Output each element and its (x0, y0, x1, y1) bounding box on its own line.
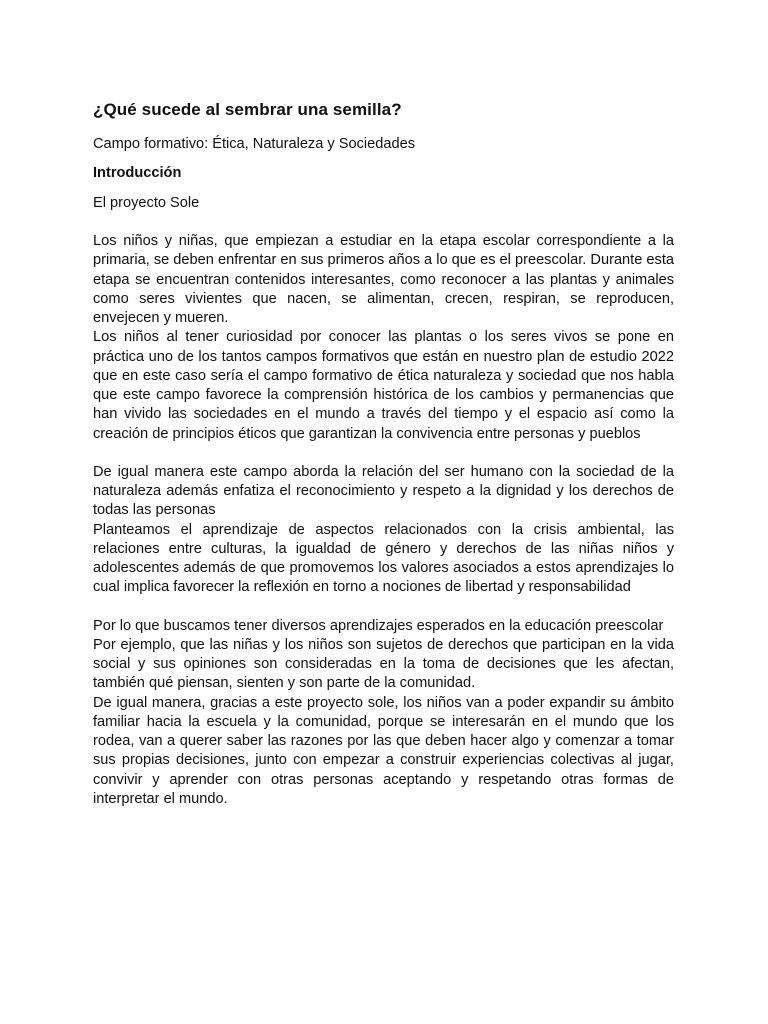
paragraph: Por lo que buscamos tener diversos aprendizajes esperados en la educación preescolar (93, 617, 664, 634)
body-text (93, 232, 674, 809)
paragraph: Planteamos el aprendizaje de aspectos relacionados con la crisis ambiental, las relaciones entre culturas, la igualdad de género y derechos de las niñas niños y adolescentes además de que promovemos los valores asociados a estos aprendizajes lo cual implica favorecer la reflexión en torno a nociones de libertad y responsabilidad (93, 521, 674, 596)
paragraph-spacer (93, 598, 674, 617)
document-title: ¿Qué sucede al sembrar una semilla? (93, 100, 402, 119)
paragraph: De igual manera este campo aborda la relación del ser humano con la sociedad de la naturaleza además enfatiza el reconocimiento y respeto a la dignidad y los derechos de todas las personas (93, 463, 674, 519)
section-heading: Introducción (93, 165, 182, 181)
paragraph-spacer (93, 444, 674, 463)
project-name: El proyecto Sole (93, 195, 200, 211)
paragraph: Por ejemplo, que las niñas y los niños son sujetos de derechos que participan en la vida social y sus opiniones son consideradas en la toma de decisiones que les afectan, también qué piensan, sienten y son parte de la comunidad. (93, 636, 674, 692)
document-subtitle: Campo formativo: Ética, Naturaleza y Sociedades (93, 136, 416, 152)
paragraph: Los niños y niñas, que empiezan a estudiar en la etapa escolar correspondiente a la primaria, se deben enfrentar en sus primeros años a lo que es el preescolar. Durante esta etapa se encuentran contenidos interesantes, como reconocer a las plantas y animales como seres vivientes que nacen, se alimentan, crecen, respiran, se reproducen, envejecen y mueren. (93, 233, 674, 326)
paragraph: Los niños al tener curiosidad por conocer las plantas o los seres vivos se pone en práctica uno de los tantos campos formativos que están en nuestro plan de estudio 2022 que en este caso sería el campo formativo de ética naturaleza y sociedad que nos habla que este campo favorece la comprensión histórica de los cambios y permanencias que han vivido las sociedades en el mundo a través del tiempo y el espacio así como la creación de principios éticos que garantizan la convivencia entre personas y pueblos (93, 329, 674, 442)
paragraph: De igual manera, gracias a este proyecto sole, los niños van a poder expandir su ámbito familiar hacia la escuela y la comunidad, porque se interesarán en el mundo que los rodea, van a querer saber las razones por las que deben hacer algo y comenzar a tomar sus propias decisiones, junto con empezar a construir experiencias colectivas al jugar, convivir y aprender con otras personas aceptando y respetando otras formas de interpretar el mundo. (93, 694, 674, 807)
